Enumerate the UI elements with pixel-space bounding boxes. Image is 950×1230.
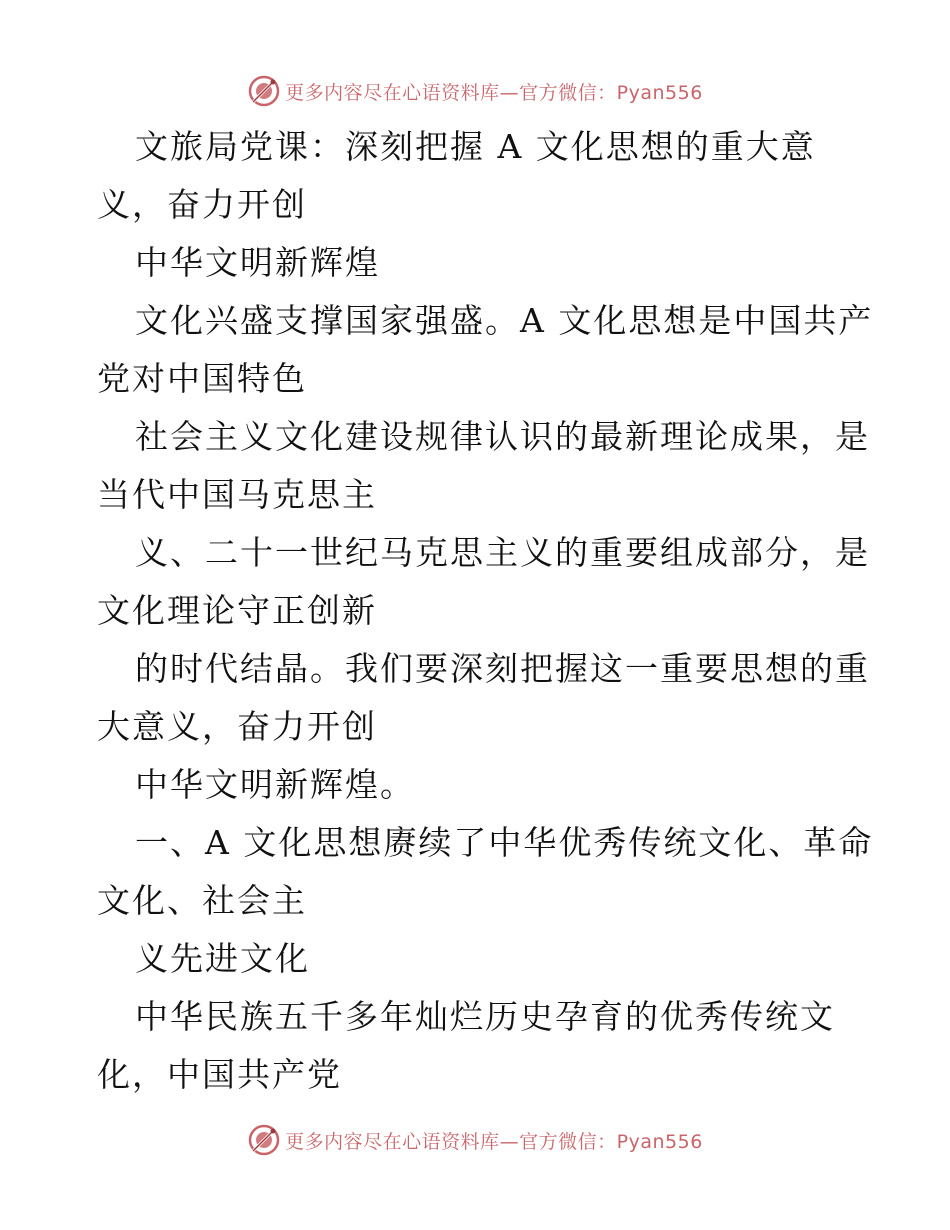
paragraph-line: 党对中国特色	[97, 359, 307, 398]
watermark-wechat-id: Pyan556	[616, 81, 703, 104]
section-heading-line: 一、A 文化思想赓续了中华优秀传统文化、革命	[135, 823, 874, 862]
watermark-text	[285, 78, 703, 105]
paragraph-line: 中华文明新辉煌。	[135, 765, 415, 804]
paragraph-line: 化，中国共产党	[97, 1055, 342, 1094]
footer-watermark	[0, 1120, 950, 1160]
doc-title-line: 中华文明新辉煌	[135, 243, 380, 282]
paragraph-line: 文化兴盛支撑国家强盛。A 文化思想是中国共产	[135, 301, 874, 340]
paragraph-line: 中华民族五千多年灿烂历史孕育的优秀传统文	[135, 997, 835, 1036]
paragraph-line: 义、二十一世纪马克思主义的重要组成部分，是	[135, 533, 870, 572]
header-watermark	[0, 71, 950, 111]
pen-seal-icon	[247, 74, 281, 108]
paragraph-line: 文化理论守正创新	[97, 591, 377, 630]
paragraph-line: 的时代结晶。我们要深刻把握这一重要思想的重	[135, 649, 870, 688]
section-heading-line: 文化、社会主	[97, 881, 307, 920]
paragraph-line: 当代中国马克思主	[97, 475, 377, 514]
watermark-wechat-id: Pyan556	[616, 1130, 703, 1153]
watermark-slogan: 更多内容尽在心语资料库—官方微信：	[285, 81, 617, 104]
doc-title-line: 义，奋力开创	[97, 185, 307, 224]
document-body	[97, 118, 874, 1104]
section-heading-line: 义先进文化	[135, 939, 310, 978]
doc-title-line: 文旅局党课：深刻把握 A 文化思想的重大意	[135, 127, 816, 166]
watermark-slogan: 更多内容尽在心语资料库—官方微信：	[285, 1130, 617, 1153]
watermark-text	[285, 1127, 703, 1154]
paragraph-line: 大意义，奋力开创	[97, 707, 377, 746]
pen-seal-icon	[247, 1123, 281, 1157]
paragraph-line: 社会主义文化建设规律认识的最新理论成果，是	[135, 417, 870, 456]
